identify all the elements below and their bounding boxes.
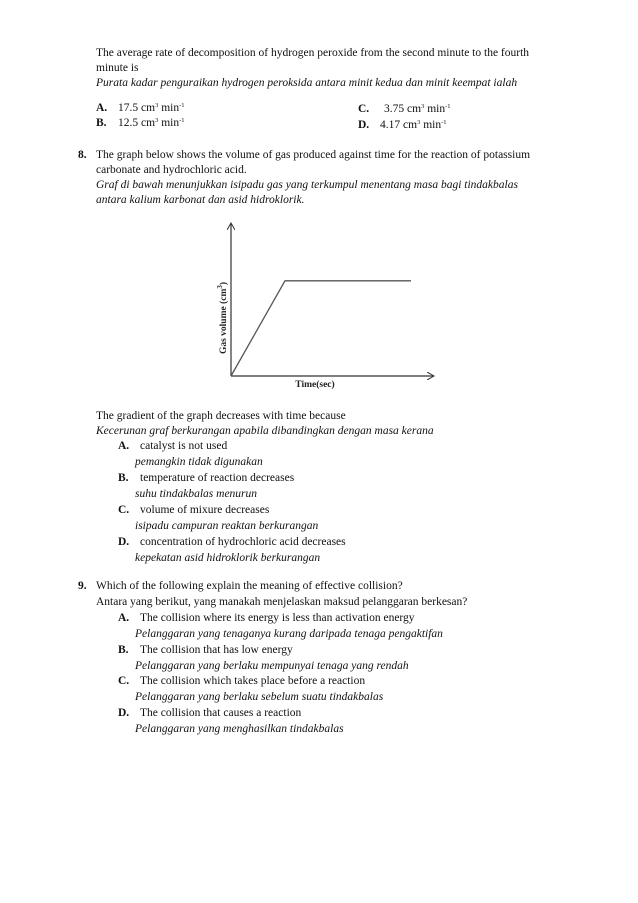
q9-number: 9. <box>78 580 87 592</box>
per: min <box>161 117 180 129</box>
q7-option-b[interactable] <box>96 116 185 131</box>
per-sup: -1 <box>179 117 185 124</box>
series-line-gas-volume <box>231 281 411 376</box>
per: min <box>161 102 180 114</box>
q8-option-c-ms: isipadu campuran reaktan berkurangan <box>135 520 319 532</box>
q8-option-b-letter: B. <box>118 472 129 484</box>
per: min <box>427 103 446 115</box>
q7-option-c-value: 3.75 <box>384 103 405 115</box>
q9-stem-en: Which of the following explain the meaning of effective collision? <box>96 580 403 592</box>
q8-number: 8. <box>78 149 87 161</box>
q7-option-c-letter: C. <box>358 103 370 115</box>
q9-option-d[interactable] <box>118 706 301 721</box>
q8-option-a[interactable] <box>118 439 227 454</box>
per-sup: -1 <box>441 119 447 126</box>
unit: cm <box>141 117 156 129</box>
q7-stem-ms: Purata kadar penguraikan hydrogen peroksida antara minit kedua dan minit keempat ialah <box>96 77 518 89</box>
q9-option-a-ms: Pelanggaran yang tenaganya kurang daripada tenaga pengaktifan <box>135 628 443 640</box>
q7-option-b-value: 12.5 <box>118 117 139 129</box>
gas-volume-chart <box>205 220 445 395</box>
q7-option-b-letter: B. <box>96 117 107 129</box>
x-axis-label: Time(sec) <box>295 380 335 390</box>
unit: cm <box>403 119 418 131</box>
unit-sup: 3 <box>155 117 159 124</box>
q9-option-d-ms: Pelanggaran yang menghasilkan tindakbalas <box>135 723 344 735</box>
q8-stem-ms-line2: antara kalium karbonat dan asid hidroklorik. <box>96 194 305 206</box>
q9-option-d-letter: D. <box>118 707 130 719</box>
q8-option-c[interactable] <box>118 503 269 518</box>
q8-option-b-en: temperature of reaction decreases <box>140 472 295 484</box>
q9-option-c[interactable] <box>118 674 365 689</box>
q8-stem-en-line2: carbonate and hydrochloric acid. <box>96 164 247 176</box>
q8-option-b[interactable] <box>118 471 294 486</box>
q8-option-c-letter: C. <box>118 504 130 516</box>
q9-option-b-letter: B. <box>118 644 129 656</box>
q7-option-d-value: 4.17 <box>380 119 401 131</box>
q8-option-d-ms: kepekatan asid hidroklorik berkurangan <box>135 552 321 564</box>
q7-option-a-value: 17.5 <box>118 102 139 114</box>
q9-option-b-ms: Pelanggaran yang berlaku mempunyai tenaga yang rendah <box>135 660 409 672</box>
q8-option-a-en: catalyst is not used <box>140 440 228 452</box>
q7-option-a[interactable] <box>96 101 185 116</box>
q9-option-a-en: The collision where its energy is less than activation energy <box>140 612 415 624</box>
q9-option-b-en: The collision that has low energy <box>140 644 293 656</box>
q7-stem-en-line1: The average rate of decomposition of hydrogen peroxide from the second minute to the fourth <box>96 47 530 59</box>
q9-option-d-en: The collision that causes a reaction <box>140 707 302 719</box>
q8-stem-ms-line1: Graf di bawah menunjukkan isipadu gas yang terkumpul menentang masa bagi tindakbalas <box>96 179 518 191</box>
y-axis-label: Gas volume $(cm^3)$ <box>216 281 229 355</box>
q7-option-c[interactable] <box>358 102 451 117</box>
unit: cm <box>407 103 422 115</box>
q8-option-d[interactable] <box>118 535 346 550</box>
q8-option-d-letter: D. <box>118 536 130 548</box>
q9-option-c-en: The collision which takes place before a reaction <box>140 675 366 687</box>
q9-option-a-letter: A. <box>118 612 130 624</box>
per: min <box>423 119 442 131</box>
q8-option-d-en: concentration of hydrochloric acid decreases <box>140 536 346 548</box>
q9-option-b[interactable] <box>118 643 293 658</box>
per-sup: -1 <box>179 102 185 109</box>
q8-stem-en-line1: The graph below shows the volume of gas produced against time for the reaction of potassium <box>96 149 531 161</box>
q7-stem-en-line2: minute is <box>96 62 139 74</box>
q8-option-a-letter: A. <box>118 440 130 452</box>
unit-sup: 3 <box>421 103 425 110</box>
q7-option-d-letter: D. <box>358 119 370 131</box>
q8-option-b-ms: suhu tindakbalas menurun <box>135 488 258 500</box>
unit-sup: 3 <box>155 102 159 109</box>
unit-sup: 3 <box>417 119 421 126</box>
q8-prompt-ms: Kecerunan graf berkurangan apabila dibandingkan dengan masa kerana <box>96 425 434 437</box>
q9-stem-ms: Antara yang berikut, yang manakah menjelaskan maksud pelanggaran berkesan? <box>96 596 468 608</box>
q9-option-c-letter: C. <box>118 675 130 687</box>
per-sup: -1 <box>445 103 451 110</box>
q9-option-a[interactable] <box>118 611 415 626</box>
q7-option-d[interactable] <box>358 118 447 133</box>
q8-option-c-en: volume of mixure decreases <box>140 504 270 516</box>
q9-option-c-ms: Pelanggaran yang berlaku sebelum suatu tindakbalas <box>135 691 384 703</box>
q7-option-a-letter: A. <box>96 102 108 114</box>
unit: cm <box>141 102 156 114</box>
q8-option-a-ms: pemangkin tidak digunakan <box>135 456 263 468</box>
q8-prompt-en: The gradient of the graph decreases with time because <box>96 410 346 422</box>
